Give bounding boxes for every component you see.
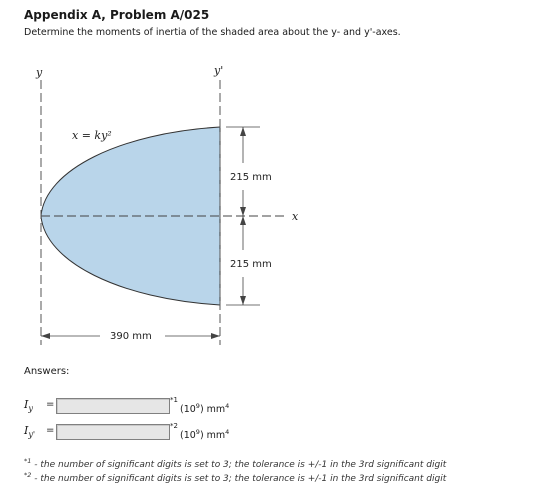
problem-statement: Determine the moments of inertia of the shaded area about the y- and y'-axes.: [24, 27, 401, 38]
y-prime-axis-label: y': [214, 64, 224, 77]
iy-prime-answer-input[interactable]: [56, 424, 170, 440]
curve-equation: x = ky²: [72, 129, 112, 142]
dim-upper-label: 215 mm: [230, 172, 272, 183]
y-axis-label: y: [36, 66, 43, 79]
answers-label: Answers:: [24, 366, 70, 377]
dim-lower-label: 215 mm: [230, 259, 272, 270]
answer-unit: $(10^9)$ $mm^4$: [180, 428, 230, 442]
iy-answer-input[interactable]: [56, 398, 170, 414]
dim-width-label: 390 mm: [110, 331, 152, 342]
answer-unit: $(10^9)$ $mm^4$: [180, 402, 230, 416]
answer-row-iy-prime: $I_{y'}$ = *2 $(10^9)$ $mm^4$: [24, 422, 230, 442]
x-axis-label: x: [292, 210, 299, 223]
page-title: Appendix A, Problem A/025: [24, 8, 210, 22]
answer-symbol: $I_y$: [24, 398, 33, 414]
footnote-1: $^{*1}$ - the number of significant digits is set to 3; the tolerance is +/-1 in the 3rd significant digit: [24, 457, 447, 470]
footnote-mark: *1: [170, 396, 178, 404]
footnote-mark: *2: [170, 422, 178, 430]
answer-row-iy: $I_y$ = *1 $(10^9)$ $mm^4$: [24, 396, 230, 416]
footnote-2: $^{*2}$ - the number of significant digits is set to 3; the tolerance is +/-1 in the 3rd significant digit: [24, 471, 447, 484]
answer-symbol: $I_{y'}$: [24, 424, 36, 440]
